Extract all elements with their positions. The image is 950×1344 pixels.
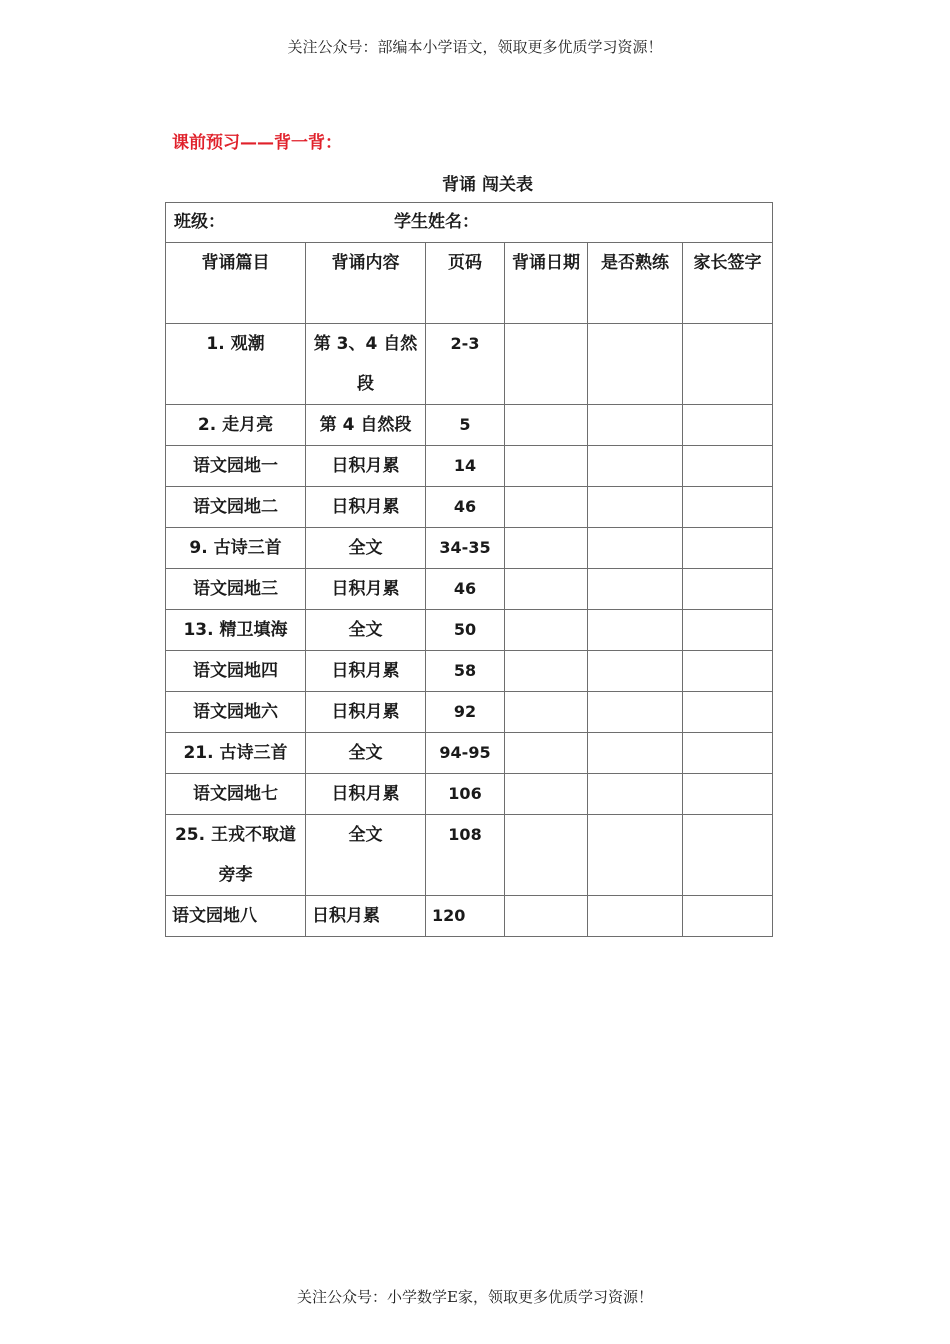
col-header-title: 背诵篇目	[166, 243, 306, 324]
row-proficient-cell	[588, 446, 683, 487]
row-content: 第 3、4 自然段	[306, 324, 426, 405]
row-title: 语文园地一	[166, 446, 306, 487]
col-header-proficient: 是否熟练	[588, 243, 683, 324]
table-row	[166, 487, 773, 528]
footer-note: 关注公众号：小学数学E家，领取更多优质学习资源！	[297, 1288, 653, 1306]
row-page: 46	[426, 487, 505, 528]
row-title: 语文园地七	[166, 774, 306, 815]
row-title: 语文园地六	[166, 692, 306, 733]
row-proficient-cell	[588, 324, 683, 405]
row-content: 日积月累	[306, 487, 426, 528]
row-title: 语文园地四	[166, 651, 306, 692]
table-row	[166, 528, 773, 569]
row-date-cell	[505, 528, 588, 569]
row-date-cell	[505, 815, 588, 896]
table-row	[166, 651, 773, 692]
row-content: 日积月累	[306, 446, 426, 487]
row-signature-cell	[683, 774, 773, 815]
row-signature-cell	[683, 610, 773, 651]
row-signature-cell	[683, 446, 773, 487]
row-page: 34-35	[426, 528, 505, 569]
header-row	[166, 243, 773, 324]
info-row	[166, 203, 773, 243]
table-row	[166, 733, 773, 774]
row-signature-cell	[683, 528, 773, 569]
row-proficient-cell	[588, 405, 683, 446]
row-page: 46	[426, 569, 505, 610]
row-signature-cell	[683, 733, 773, 774]
row-signature-cell	[683, 324, 773, 405]
row-title: 21. 古诗三首	[166, 733, 306, 774]
table-row	[166, 692, 773, 733]
row-content: 全文	[306, 815, 426, 896]
row-content: 日积月累	[306, 569, 426, 610]
row-signature-cell	[683, 692, 773, 733]
table-row	[166, 896, 773, 937]
section-title: 课前预习——背一背：	[172, 133, 342, 153]
row-page: 94-95	[426, 733, 505, 774]
row-proficient-cell	[588, 651, 683, 692]
row-proficient-cell	[588, 528, 683, 569]
row-proficient-cell	[588, 610, 683, 651]
row-proficient-cell	[588, 692, 683, 733]
student-name-label: 学生姓名：	[394, 212, 479, 232]
row-title: 语文园地二	[166, 487, 306, 528]
row-date-cell	[505, 569, 588, 610]
table-row	[166, 324, 773, 405]
row-signature-cell	[683, 896, 773, 937]
table-row	[166, 446, 773, 487]
col-header-page: 页码	[426, 243, 505, 324]
row-signature-cell	[683, 405, 773, 446]
row-page: 2-3	[426, 324, 505, 405]
row-date-cell	[505, 896, 588, 937]
row-page: 120	[426, 896, 505, 937]
row-content: 日积月累	[306, 692, 426, 733]
row-date-cell	[505, 487, 588, 528]
class-label: 班级：	[174, 212, 225, 232]
col-header-parent-signature: 家长签字	[683, 243, 773, 324]
row-title: 语文园地三	[166, 569, 306, 610]
table-title: 背诵 闯关表	[442, 175, 533, 195]
row-content: 全文	[306, 528, 426, 569]
row-page: 5	[426, 405, 505, 446]
row-proficient-cell	[588, 815, 683, 896]
row-date-cell	[505, 405, 588, 446]
recitation-table	[165, 202, 773, 937]
row-title: 25. 王戎不取道旁李	[166, 815, 306, 896]
row-signature-cell	[683, 569, 773, 610]
row-date-cell	[505, 446, 588, 487]
row-proficient-cell	[588, 487, 683, 528]
row-proficient-cell	[588, 569, 683, 610]
row-content: 日积月累	[306, 896, 426, 937]
col-header-content: 背诵内容	[306, 243, 426, 324]
row-date-cell	[505, 692, 588, 733]
row-page: 50	[426, 610, 505, 651]
row-content: 日积月累	[306, 774, 426, 815]
row-title: 语文园地八	[166, 896, 306, 937]
row-content: 全文	[306, 733, 426, 774]
row-signature-cell	[683, 487, 773, 528]
row-proficient-cell	[588, 774, 683, 815]
table-row	[166, 569, 773, 610]
row-title: 13. 精卫填海	[166, 610, 306, 651]
table-row	[166, 774, 773, 815]
row-page: 108	[426, 815, 505, 896]
row-date-cell	[505, 733, 588, 774]
col-header-date: 背诵日期	[505, 243, 588, 324]
row-date-cell	[505, 324, 588, 405]
row-proficient-cell	[588, 896, 683, 937]
row-page: 58	[426, 651, 505, 692]
row-proficient-cell	[588, 733, 683, 774]
row-title: 1. 观潮	[166, 324, 306, 405]
row-signature-cell	[683, 651, 773, 692]
row-title: 2. 走月亮	[166, 405, 306, 446]
row-date-cell	[505, 651, 588, 692]
row-page: 14	[426, 446, 505, 487]
info-cell	[166, 203, 773, 243]
table-row	[166, 815, 773, 896]
row-content: 全文	[306, 610, 426, 651]
table-row	[166, 610, 773, 651]
row-page: 106	[426, 774, 505, 815]
row-page: 92	[426, 692, 505, 733]
header-note: 关注公众号：部编本小学语文，领取更多优质学习资源！	[287, 38, 663, 56]
row-title: 9. 古诗三首	[166, 528, 306, 569]
row-content: 第 4 自然段	[306, 405, 426, 446]
table-row	[166, 405, 773, 446]
row-date-cell	[505, 774, 588, 815]
row-content: 日积月累	[306, 651, 426, 692]
row-date-cell	[505, 610, 588, 651]
row-signature-cell	[683, 815, 773, 896]
